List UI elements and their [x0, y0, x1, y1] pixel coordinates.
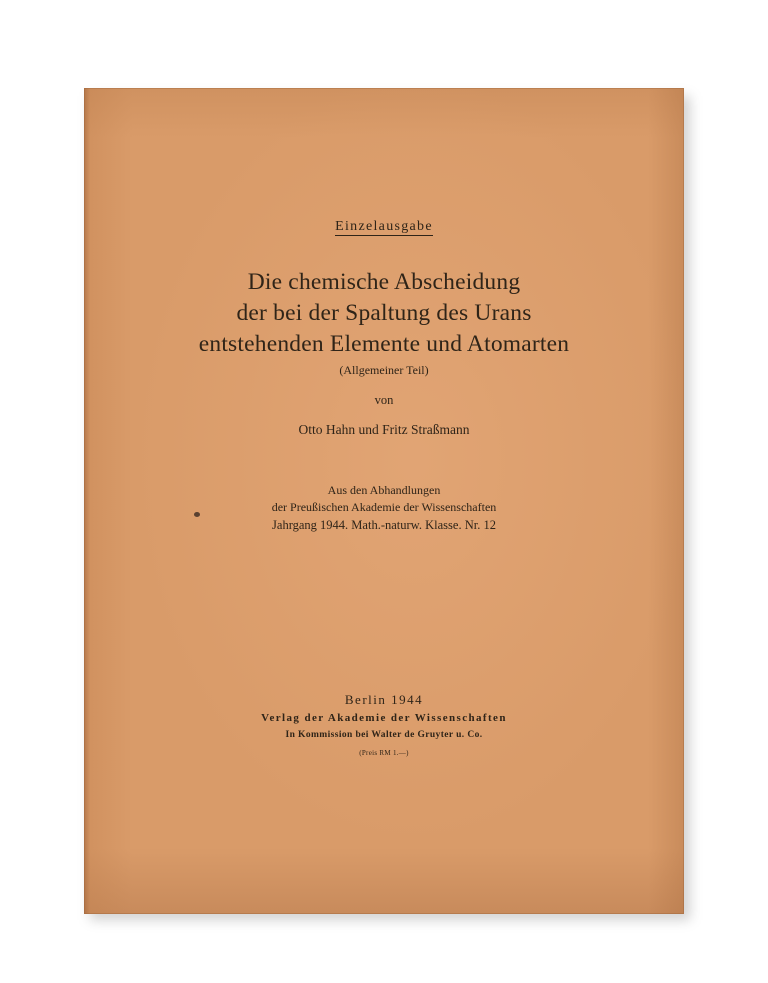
- imprint-city-year: Berlin 1944: [344, 692, 424, 707]
- source-line-1: Aus den Abhandlungen: [327, 483, 441, 497]
- source-line-3: Jahrgang 1944. Math.-naturw. Klasse. Nr. 12: [272, 518, 496, 532]
- title-line-2: der bei der Spaltung des Urans: [236, 300, 532, 326]
- edition-text: Einzelausgabe: [335, 219, 433, 234]
- by-label: von: [374, 393, 394, 407]
- imprint-commission: In Kommission bei Walter de Gruyter u. Co.: [285, 730, 483, 740]
- authors: Otto Hahn und Fritz Straßmann: [298, 422, 470, 437]
- paper-speck: [194, 512, 200, 517]
- imprint-publisher: Verlag der Akademie der Wissenschaften: [261, 712, 507, 724]
- edition-label: [84, 219, 684, 235]
- title-line-3: entstehenden Elemente und Atomarten: [198, 331, 570, 357]
- imprint-price: (Preis RM 1.—): [359, 749, 409, 757]
- subtitle: (Allgemeiner Teil): [339, 363, 429, 377]
- source-line-2: der Preußischen Akademie der Wissenschaften: [271, 500, 497, 514]
- title-line-1: Die chemische Abscheidung: [247, 269, 521, 295]
- booklet-cover: [84, 88, 684, 914]
